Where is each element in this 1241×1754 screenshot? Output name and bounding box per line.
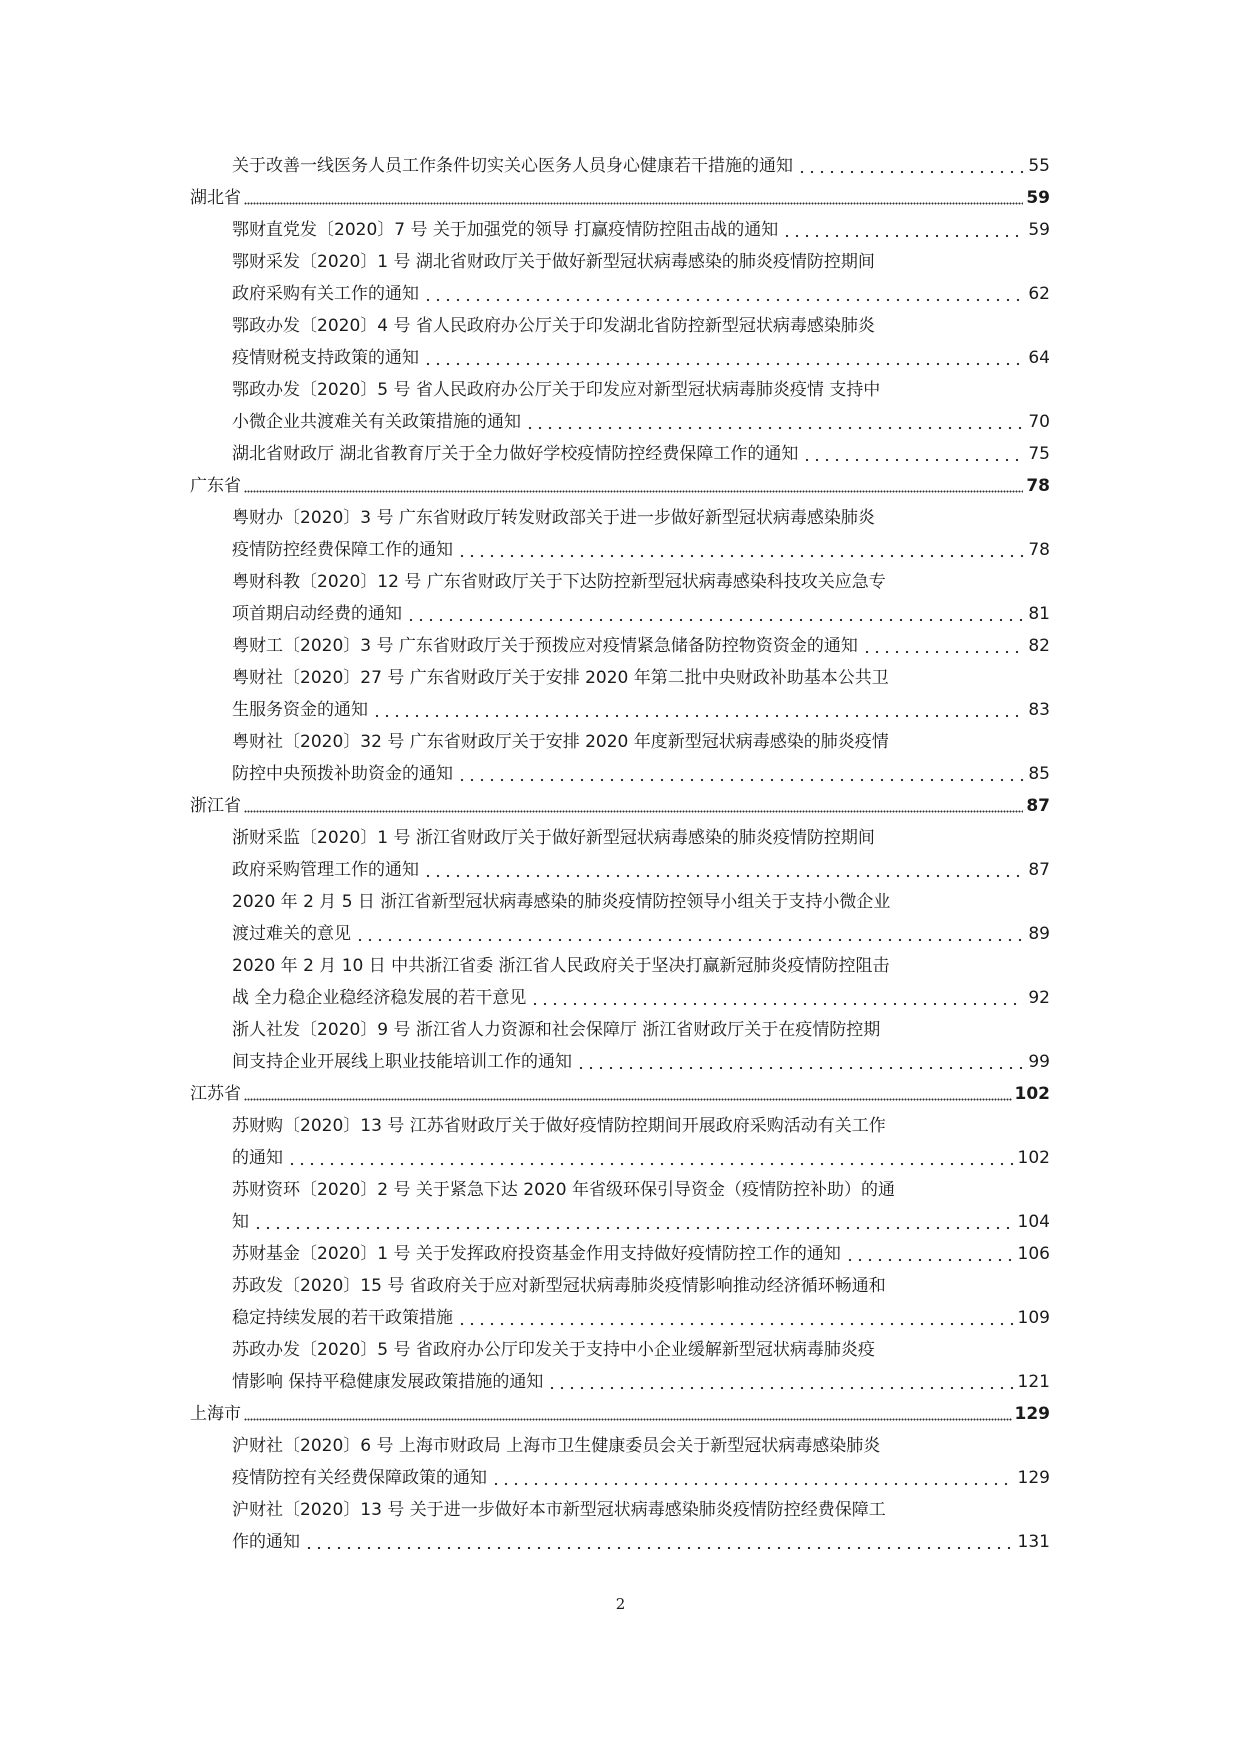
page-number: 2 — [615, 1595, 626, 1613]
entry-title-text: 鄂政办发〔2020〕5 号 省人民政府办公厅关于印发应对新型冠状病毒肺炎疫情 支持中 — [232, 380, 881, 400]
section-title: 浙江省 — [190, 796, 241, 816]
dot-leader — [530, 982, 1024, 1014]
toc-entry[interactable] — [232, 1110, 1050, 1174]
dot-leader — [423, 342, 1024, 374]
toc-entry-line — [232, 1174, 1050, 1206]
dot-leader — [253, 1206, 1014, 1238]
entry-title-text: 粤财工〔2020〕3 号 广东省财政厅关于预拨应对疫情紧急储备防控物资资金的通知 — [232, 636, 858, 656]
toc-entry[interactable] — [232, 1238, 1050, 1270]
dot-leader — [457, 758, 1024, 790]
toc-entry-line — [232, 502, 1050, 534]
dot-leader — [304, 1526, 1014, 1558]
toc-entry-line — [232, 246, 1050, 278]
dot-leader — [457, 1302, 1014, 1334]
toc-entry-line — [232, 982, 1050, 1014]
entry-title-text: 战 全力稳企业稳经济稳发展的若干意见 — [232, 988, 527, 1008]
dot-leader — [862, 630, 1024, 662]
entry-page-number: 129 — [1017, 1468, 1050, 1488]
dot-leader — [423, 854, 1024, 886]
toc-entry-line — [232, 662, 1050, 694]
entry-title-text: 的通知 — [232, 1148, 283, 1168]
entry-page-number: 87 — [1028, 860, 1050, 880]
toc-entry-line — [232, 342, 1050, 374]
dot-leader — [797, 150, 1024, 182]
entry-title-text: 粤财社〔2020〕32 号 广东省财政厅关于安排 2020 年度新型冠状病毒感染的肺炎疫情 — [232, 732, 889, 752]
entry-page-number: 82 — [1028, 636, 1050, 656]
entry-title-text: 粤财办〔2020〕3 号 广东省财政厅转发财政部关于进一步做好新型冠状病毒感染肺炎 — [232, 508, 875, 528]
section-title: 江苏省 — [190, 1084, 241, 1104]
toc-entry-line — [232, 534, 1050, 566]
entry-page-number: 83 — [1028, 700, 1050, 720]
dot-leader — [244, 1398, 1012, 1430]
toc-entry[interactable] — [232, 310, 1050, 374]
toc-entry-line — [232, 1334, 1050, 1366]
dot-leader — [244, 182, 1023, 214]
entry-title-text: 粤财科教〔2020〕12 号 广东省财政厅关于下达防控新型冠状病毒感染科技攻关应急专 — [232, 572, 886, 592]
dot-leader — [355, 918, 1024, 950]
toc-entry[interactable] — [232, 822, 1050, 886]
toc-entry-line — [232, 854, 1050, 886]
entry-page-number: 55 — [1028, 156, 1050, 176]
toc-entry-line — [232, 1366, 1050, 1398]
section-title: 湖北省 — [190, 188, 241, 208]
dot-leader — [525, 406, 1024, 438]
toc-entry-line — [232, 918, 1050, 950]
entry-title-text: 稳定持续发展的若干政策措施 — [232, 1308, 453, 1328]
dot-leader — [244, 470, 1023, 502]
toc-entry[interactable] — [232, 662, 1050, 726]
entry-title-text: 政府采购管理工作的通知 — [232, 860, 419, 880]
dot-leader — [782, 214, 1024, 246]
toc-section-heading[interactable] — [190, 182, 1050, 214]
toc-entry-line — [232, 726, 1050, 758]
toc-entry-line — [232, 406, 1050, 438]
entry-page-number: 121 — [1017, 1372, 1050, 1392]
toc-entry[interactable] — [232, 438, 1050, 470]
entry-title-text: 苏财资环〔2020〕2 号 关于紧急下达 2020 年省级环保引导资金（疫情防控补助）的通 — [232, 1180, 895, 1200]
entry-title-text: 鄂财直党发〔2020〕7 号 关于加强党的领导 打赢疫情防控阻击战的通知 — [232, 220, 779, 240]
entry-page-number: 64 — [1028, 348, 1050, 368]
toc-entry[interactable] — [232, 1014, 1050, 1078]
toc-entry-line — [232, 1430, 1050, 1462]
entry-page-number: 109 — [1017, 1308, 1050, 1328]
entry-page-number: 75 — [1028, 444, 1050, 464]
toc-entry-line — [232, 438, 1050, 470]
entry-title-text: 项首期启动经费的通知 — [232, 604, 402, 624]
toc-entry[interactable] — [232, 950, 1050, 1014]
toc-entry[interactable] — [232, 502, 1050, 566]
entry-page-number: 70 — [1028, 412, 1050, 432]
toc-entry-line — [232, 694, 1050, 726]
toc-entry-line — [232, 1014, 1050, 1046]
section-page-number: 102 — [1014, 1084, 1050, 1104]
entry-page-number: 131 — [1017, 1532, 1050, 1552]
toc-entry-line — [232, 374, 1050, 406]
toc-entry-line — [232, 566, 1050, 598]
toc-entry-line — [232, 1142, 1050, 1174]
entry-title-text: 沪财社〔2020〕6 号 上海市财政局 上海市卫生健康委员会关于新型冠状病毒感染肺炎 — [232, 1436, 881, 1456]
entry-title-text: 间支持企业开展线上职业技能培训工作的通知 — [232, 1052, 572, 1072]
toc-section-heading[interactable] — [190, 470, 1050, 502]
toc-entry[interactable] — [232, 1430, 1050, 1494]
section-title: 上海市 — [190, 1404, 241, 1424]
entry-title-text: 政府采购有关工作的通知 — [232, 284, 419, 304]
toc-entry-line — [232, 1302, 1050, 1334]
entry-title-text: 疫情防控经费保障工作的通知 — [232, 540, 453, 560]
section-page-number: 129 — [1014, 1404, 1050, 1424]
entry-title-text: 作的通知 — [232, 1532, 300, 1552]
toc-entry[interactable] — [232, 246, 1050, 310]
toc-entry[interactable] — [232, 1334, 1050, 1398]
section-page-number: 78 — [1026, 476, 1050, 496]
toc-entry[interactable] — [232, 566, 1050, 630]
toc-entry-line — [232, 310, 1050, 342]
toc-entry[interactable] — [232, 1270, 1050, 1334]
entry-page-number: 99 — [1028, 1052, 1050, 1072]
entry-page-number: 85 — [1028, 764, 1050, 784]
section-title: 广东省 — [190, 476, 241, 496]
entry-page-number: 104 — [1017, 1212, 1050, 1232]
toc-entry-line — [232, 758, 1050, 790]
entry-title-text: 小微企业共渡难关有关政策措施的通知 — [232, 412, 521, 432]
entry-title-text: 渡过难关的意见 — [232, 924, 351, 944]
entry-title-text: 浙财采监〔2020〕1 号 浙江省财政厅关于做好新型冠状病毒感染的肺炎疫情防控期间 — [232, 828, 875, 848]
toc-entry[interactable] — [232, 1494, 1050, 1558]
entry-title-text: 疫情财税支持政策的通知 — [232, 348, 419, 368]
entry-page-number: 78 — [1028, 540, 1050, 560]
entry-title-text: 苏政发〔2020〕15 号 省政府关于应对新型冠状病毒肺炎疫情影响推动经济循环畅通和 — [232, 1276, 886, 1296]
dot-leader — [802, 438, 1024, 470]
entry-page-number: 102 — [1017, 1148, 1050, 1168]
dot-leader — [423, 278, 1024, 310]
dot-leader — [406, 598, 1024, 630]
entry-title-text: 知 — [232, 1212, 249, 1232]
toc-entry-line — [232, 822, 1050, 854]
entry-title-text: 苏政办发〔2020〕5 号 省政府办公厅印发关于支持中小企业缓解新型冠状病毒肺炎疫 — [232, 1340, 875, 1360]
entry-page-number: 62 — [1028, 284, 1050, 304]
entry-title-text: 湖北省财政厅 湖北省教育厅关于全力做好学校疫情防控经费保障工作的通知 — [232, 444, 799, 464]
entry-title-text: 生服务资金的通知 — [232, 700, 368, 720]
entry-title-text: 关于改善一线医务人员工作条件切实关心医务人员身心健康若干措施的通知 — [232, 156, 793, 176]
toc-entry[interactable] — [232, 886, 1050, 950]
entry-page-number: 89 — [1028, 924, 1050, 944]
toc-entry-line — [232, 1110, 1050, 1142]
table-of-contents — [190, 150, 1050, 1558]
toc-entry[interactable] — [232, 374, 1050, 438]
toc-entry-line — [232, 886, 1050, 918]
dot-leader — [287, 1142, 1014, 1174]
toc-entry-line — [232, 950, 1050, 982]
entry-title-text: 2020 年 2 月 5 日 浙江省新型冠状病毒感染的肺炎疫情防控领导小组关于支持小微企业 — [232, 892, 891, 912]
entry-title-text: 粤财社〔2020〕27 号 广东省财政厅关于安排 2020 年第二批中央财政补助基本公共卫 — [232, 668, 889, 688]
dot-leader — [547, 1366, 1013, 1398]
toc-entry-line — [232, 150, 1050, 182]
toc-section-heading[interactable] — [190, 1398, 1050, 1430]
entry-title-text: 苏财基金〔2020〕1 号 关于发挥政府投资基金作用支持做好疫情防控工作的通知 — [232, 1244, 841, 1264]
entry-title-text: 2020 年 2 月 10 日 中共浙江省委 浙江省人民政府关于坚决打赢新冠肺炎疫情防控阻击 — [232, 956, 890, 976]
dot-leader — [845, 1238, 1014, 1270]
entry-title-text: 苏财购〔2020〕13 号 江苏省财政厅关于做好疫情防控期间开展政府采购活动有关工作 — [232, 1116, 886, 1136]
entry-page-number: 59 — [1028, 220, 1050, 240]
toc-entry[interactable] — [232, 630, 1050, 662]
toc-entry-line — [232, 278, 1050, 310]
entry-page-number: 81 — [1028, 604, 1050, 624]
toc-section-heading[interactable] — [190, 790, 1050, 822]
toc-entry-line — [232, 1238, 1050, 1270]
toc-entry-line — [232, 1462, 1050, 1494]
toc-entry-line — [232, 1206, 1050, 1238]
toc-entry-line — [232, 1270, 1050, 1302]
entry-title-text: 防控中央预拨补助资金的通知 — [232, 764, 453, 784]
entry-title-text: 鄂政办发〔2020〕4 号 省人民政府办公厅关于印发湖北省防控新型冠状病毒感染肺炎 — [232, 316, 875, 336]
entry-title-text: 情影响 保持平稳健康发展政策措施的通知 — [232, 1372, 544, 1392]
toc-entry-line — [232, 1526, 1050, 1558]
entry-title-text: 疫情防控有关经费保障政策的通知 — [232, 1468, 487, 1488]
dot-leader — [576, 1046, 1024, 1078]
toc-entry[interactable] — [232, 214, 1050, 246]
dot-leader — [372, 694, 1024, 726]
entry-title-text: 沪财社〔2020〕13 号 关于进一步做好本市新型冠状病毒感染肺炎疫情防控经费保障工 — [232, 1500, 886, 1520]
entry-title-text: 鄂财采发〔2020〕1 号 湖北省财政厅关于做好新型冠状病毒感染的肺炎疫情防控期间 — [232, 252, 875, 272]
dot-leader — [491, 1462, 1014, 1494]
toc-entry[interactable] — [232, 150, 1050, 182]
toc-entry-line — [232, 214, 1050, 246]
entry-title-text: 浙人社发〔2020〕9 号 浙江省人力资源和社会保障厅 浙江省财政厅关于在疫情防控期 — [232, 1020, 881, 1040]
dot-leader — [457, 534, 1024, 566]
section-page-number: 87 — [1026, 796, 1050, 816]
toc-entry[interactable] — [232, 726, 1050, 790]
toc-entry-line — [232, 1494, 1050, 1526]
entry-page-number: 92 — [1028, 988, 1050, 1008]
toc-entry-line — [232, 630, 1050, 662]
dot-leader — [244, 790, 1023, 822]
entry-page-number: 106 — [1017, 1244, 1050, 1264]
section-page-number: 59 — [1026, 188, 1050, 208]
toc-section-heading[interactable] — [190, 1078, 1050, 1110]
dot-leader — [244, 1078, 1012, 1110]
toc-entry-line — [232, 598, 1050, 630]
toc-entry-line — [232, 1046, 1050, 1078]
toc-entry[interactable] — [232, 1174, 1050, 1238]
